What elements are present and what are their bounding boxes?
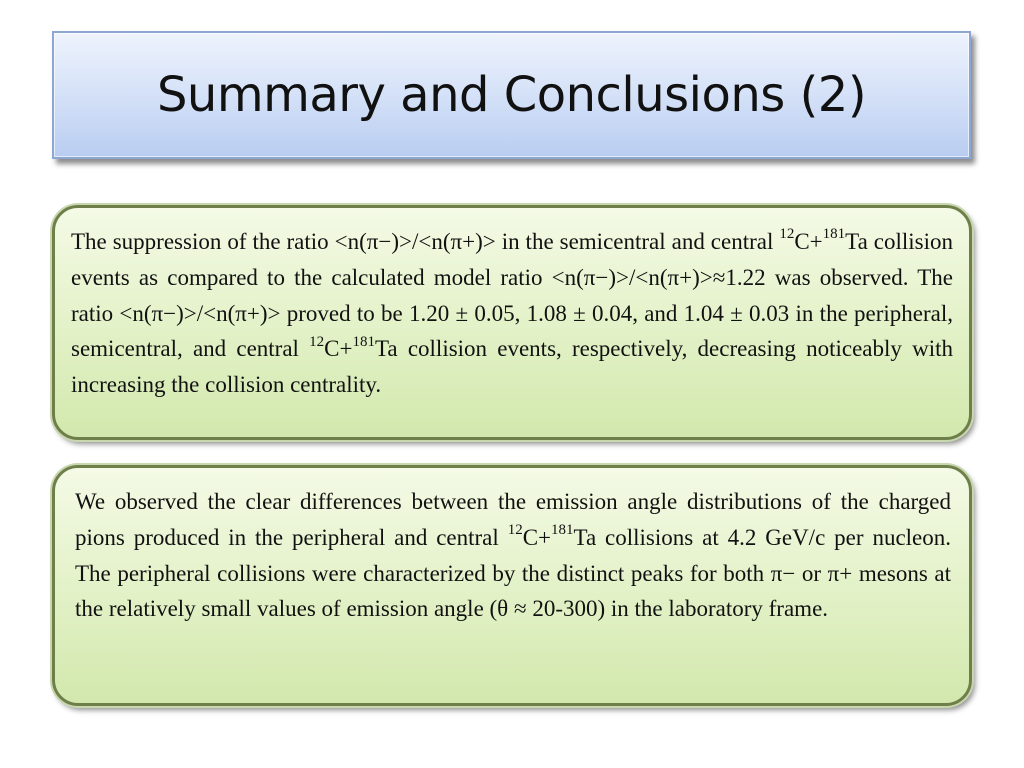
superscript: 12 (779, 226, 795, 243)
superscript: 181 (352, 333, 375, 350)
summary-panel-2 (52, 465, 972, 706)
text-segment: Ta collisions at 4.2 GeV/c per nucleon. The peripheral collisions were characterized by the distinct peaks for both π− or π+ mesons at the relatively small values of emission angle (θ ≈ 20-300) in the laboratory frame. (75, 524, 952, 622)
text-segment: The suppression of the ratio <n(π−)>/<n(π+)> in the semicentral and central (71, 229, 780, 254)
text-segment: C+ (522, 524, 551, 550)
superscript: 181 (551, 522, 574, 539)
summary-panel-1 (52, 205, 972, 440)
superscript: 12 (507, 522, 523, 539)
text-segment: We observed the clear differences between the emission angle distributions of the charged pions produced in the peripheral and central (75, 489, 951, 550)
summary-paragraph-1 (71, 224, 953, 403)
text-segment: C+ (794, 229, 823, 254)
slide-title-box (52, 31, 971, 159)
summary-paragraph-2 (75, 484, 951, 627)
superscript: 181 (822, 226, 846, 243)
text-segment: Ta collision events, respectively, decreasing noticeably with increasing the collision centrality. (71, 336, 953, 398)
text-segment: Ta collision events as compared to the calculated model ratio <n(π−)>/<n(π+)>≈1.22 was observed. The ratio <n(π−)>/<n(π+)> proved to be 1.20 ± 0.05, 1.08 ± 0.04, and 1.04 ± 0.03 in the peripheral, semicentral, and central (71, 229, 954, 362)
text-segment: C+ (324, 336, 353, 362)
superscript: 12 (309, 333, 325, 350)
slide-title: Summary and Conclusions (2) (156, 67, 867, 123)
